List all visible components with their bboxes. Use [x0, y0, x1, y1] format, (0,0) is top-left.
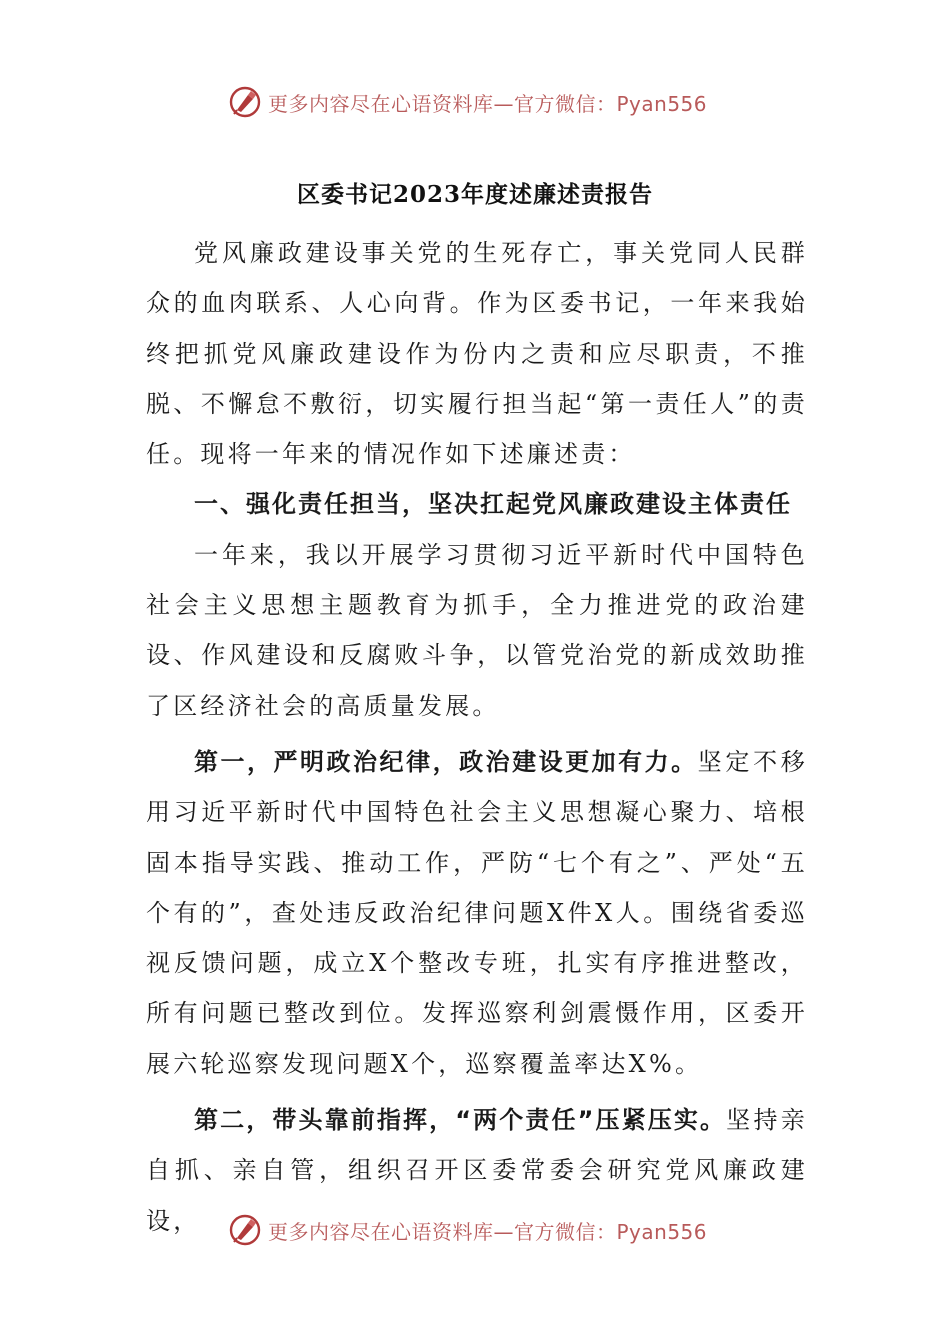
section-intro-paragraph: 一年来，我以开展学习贯彻习近平新时代中国特色社会主义思想主题教育为抓手，全力推进党的政治建设、作风建设和反腐败斗争，以管党治党的新成效助推了区经济社会的高质量发展。 [146, 540, 808, 720]
intro-paragraph: 党风廉政建设事关党的生死存亡，事关党同人民群众的血肉联系、人心向背。作为区委书记，一年来我始终把抓党风廉政建设作为份内之责和应尽职责，不推脱、不懈怠不敷衍，切实履行担当起“第一责任人”的责任。现将一年来的情况作如下述廉述责： [146, 239, 808, 469]
footer-banner-text: 更多内容尽在心语资料库—官方微信：Pyan556 [268, 1219, 708, 1244]
pen-nib-logo-icon [228, 85, 262, 119]
section-heading: 一、强化责任担当，坚决扛起党风廉政建设主体责任 [194, 490, 792, 519]
point-two-lead: 第二，带头靠前指挥，“两个责任”压紧压实。 [194, 1106, 727, 1135]
header-banner [228, 82, 748, 122]
pen-nib-logo-icon [228, 1213, 262, 1247]
header-banner-text: 更多内容尽在心语资料库—官方微信：Pyan556 [268, 91, 708, 116]
document-title: 区委书记2023年度述廉述责报告 [296, 181, 653, 208]
point-one-paragraph [146, 737, 808, 1089]
footer-banner [228, 1210, 748, 1250]
point-one-lead: 第一，严明政治纪律，政治建设更加有力。 [194, 747, 698, 776]
document-body [146, 228, 808, 1246]
point-one-body: 坚定不移用习近平新时代中国特色社会主义思想凝心聚力、培根固本指导实践、推动工作，严防“七个有之”、严处“五个有的”，查处违反政治纪律问题X件X人。围绕省委巡视反馈问题，成立X个整改专班，扎实有序推进整改，所有问题已整改到位。发挥巡察利剑震慑作用，区委开展六轮巡察发现问题X个，巡察覆盖率达X%。 [146, 747, 808, 1078]
point-two-body: 坚持亲自抓、亲自管，组织召开区委常委会研究党风廉政建设， [146, 1106, 809, 1235]
